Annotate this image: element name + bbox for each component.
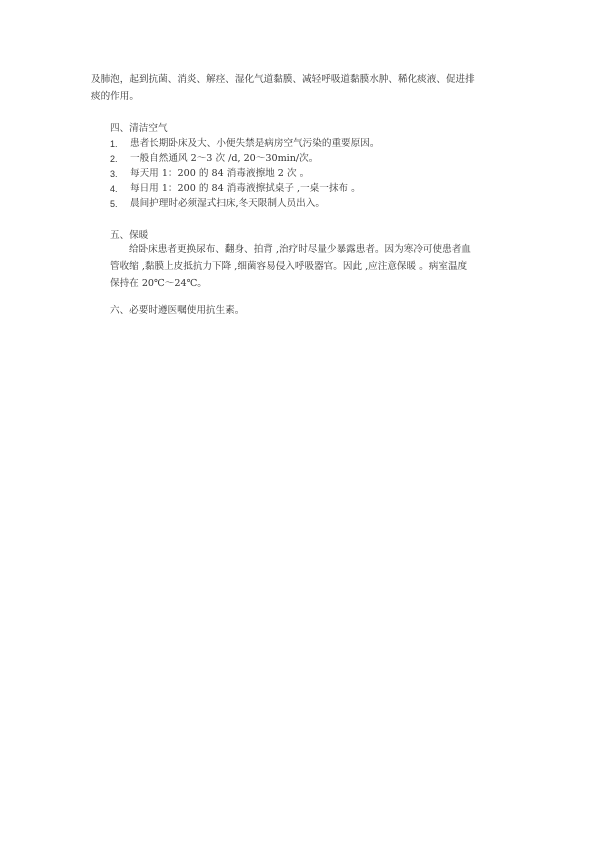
intro-paragraph — [91, 71, 511, 105]
section-5-line: 管收缩 ,黏膜上皮抵抗力下降 ,细菌容易侵入呼吸器官。因此 ,应注意保暖 。病室温度 — [110, 261, 468, 272]
list-item — [110, 167, 510, 182]
list-item-text: 每日用 1：200 的 84 消毒液擦拭桌子 ,一桌一抹布 。 — [130, 183, 361, 194]
list-item-number: 1. — [110, 139, 118, 149]
list-item-text: 患者长期卧床及大、小便失禁是病房空气污染的重要原因。 — [130, 138, 380, 149]
list-item-number: 2. — [110, 154, 118, 164]
list-item — [110, 182, 510, 197]
section-4-list — [110, 137, 510, 212]
section-5-paragraph — [110, 241, 510, 292]
intro-line: 及肺泡，起到抗菌、消炎、解痉、湿化气道黏膜、减轻呼吸道黏膜水肿、稀化痰液、促进排 — [91, 74, 475, 85]
intro-line: 痰的作用。 — [91, 91, 139, 102]
section-5-line: 给卧床患者更换尿布、翻身、拍背 ,治疗时尽量少暴露患者。因为寒冷可使患者血 — [129, 244, 471, 255]
list-item-text: 一般自然通风 2～3 次 /d, 20～30min/次。 — [130, 153, 319, 164]
list-item-number: 4. — [110, 184, 118, 194]
list-item-text: 每天用 1：200 的 84 消毒液擦地 2 次 。 — [130, 168, 310, 179]
list-item-number: 5. — [110, 199, 118, 209]
list-item-text: 晨间护理时必须湿式扫床,冬天限制人员出入。 — [130, 198, 325, 209]
section-4-heading: 四、清洁空气 — [110, 123, 168, 134]
section-6-heading: 六、必要时遵医嘱使用抗生素。 — [110, 305, 245, 316]
list-item-number: 3. — [110, 169, 118, 179]
list-item — [110, 137, 510, 152]
section-5-heading: 五、保暖 — [110, 230, 149, 241]
list-item — [110, 152, 510, 167]
section-5-line: 保持在 20℃～24℃。 — [110, 278, 207, 289]
list-item — [110, 197, 510, 212]
